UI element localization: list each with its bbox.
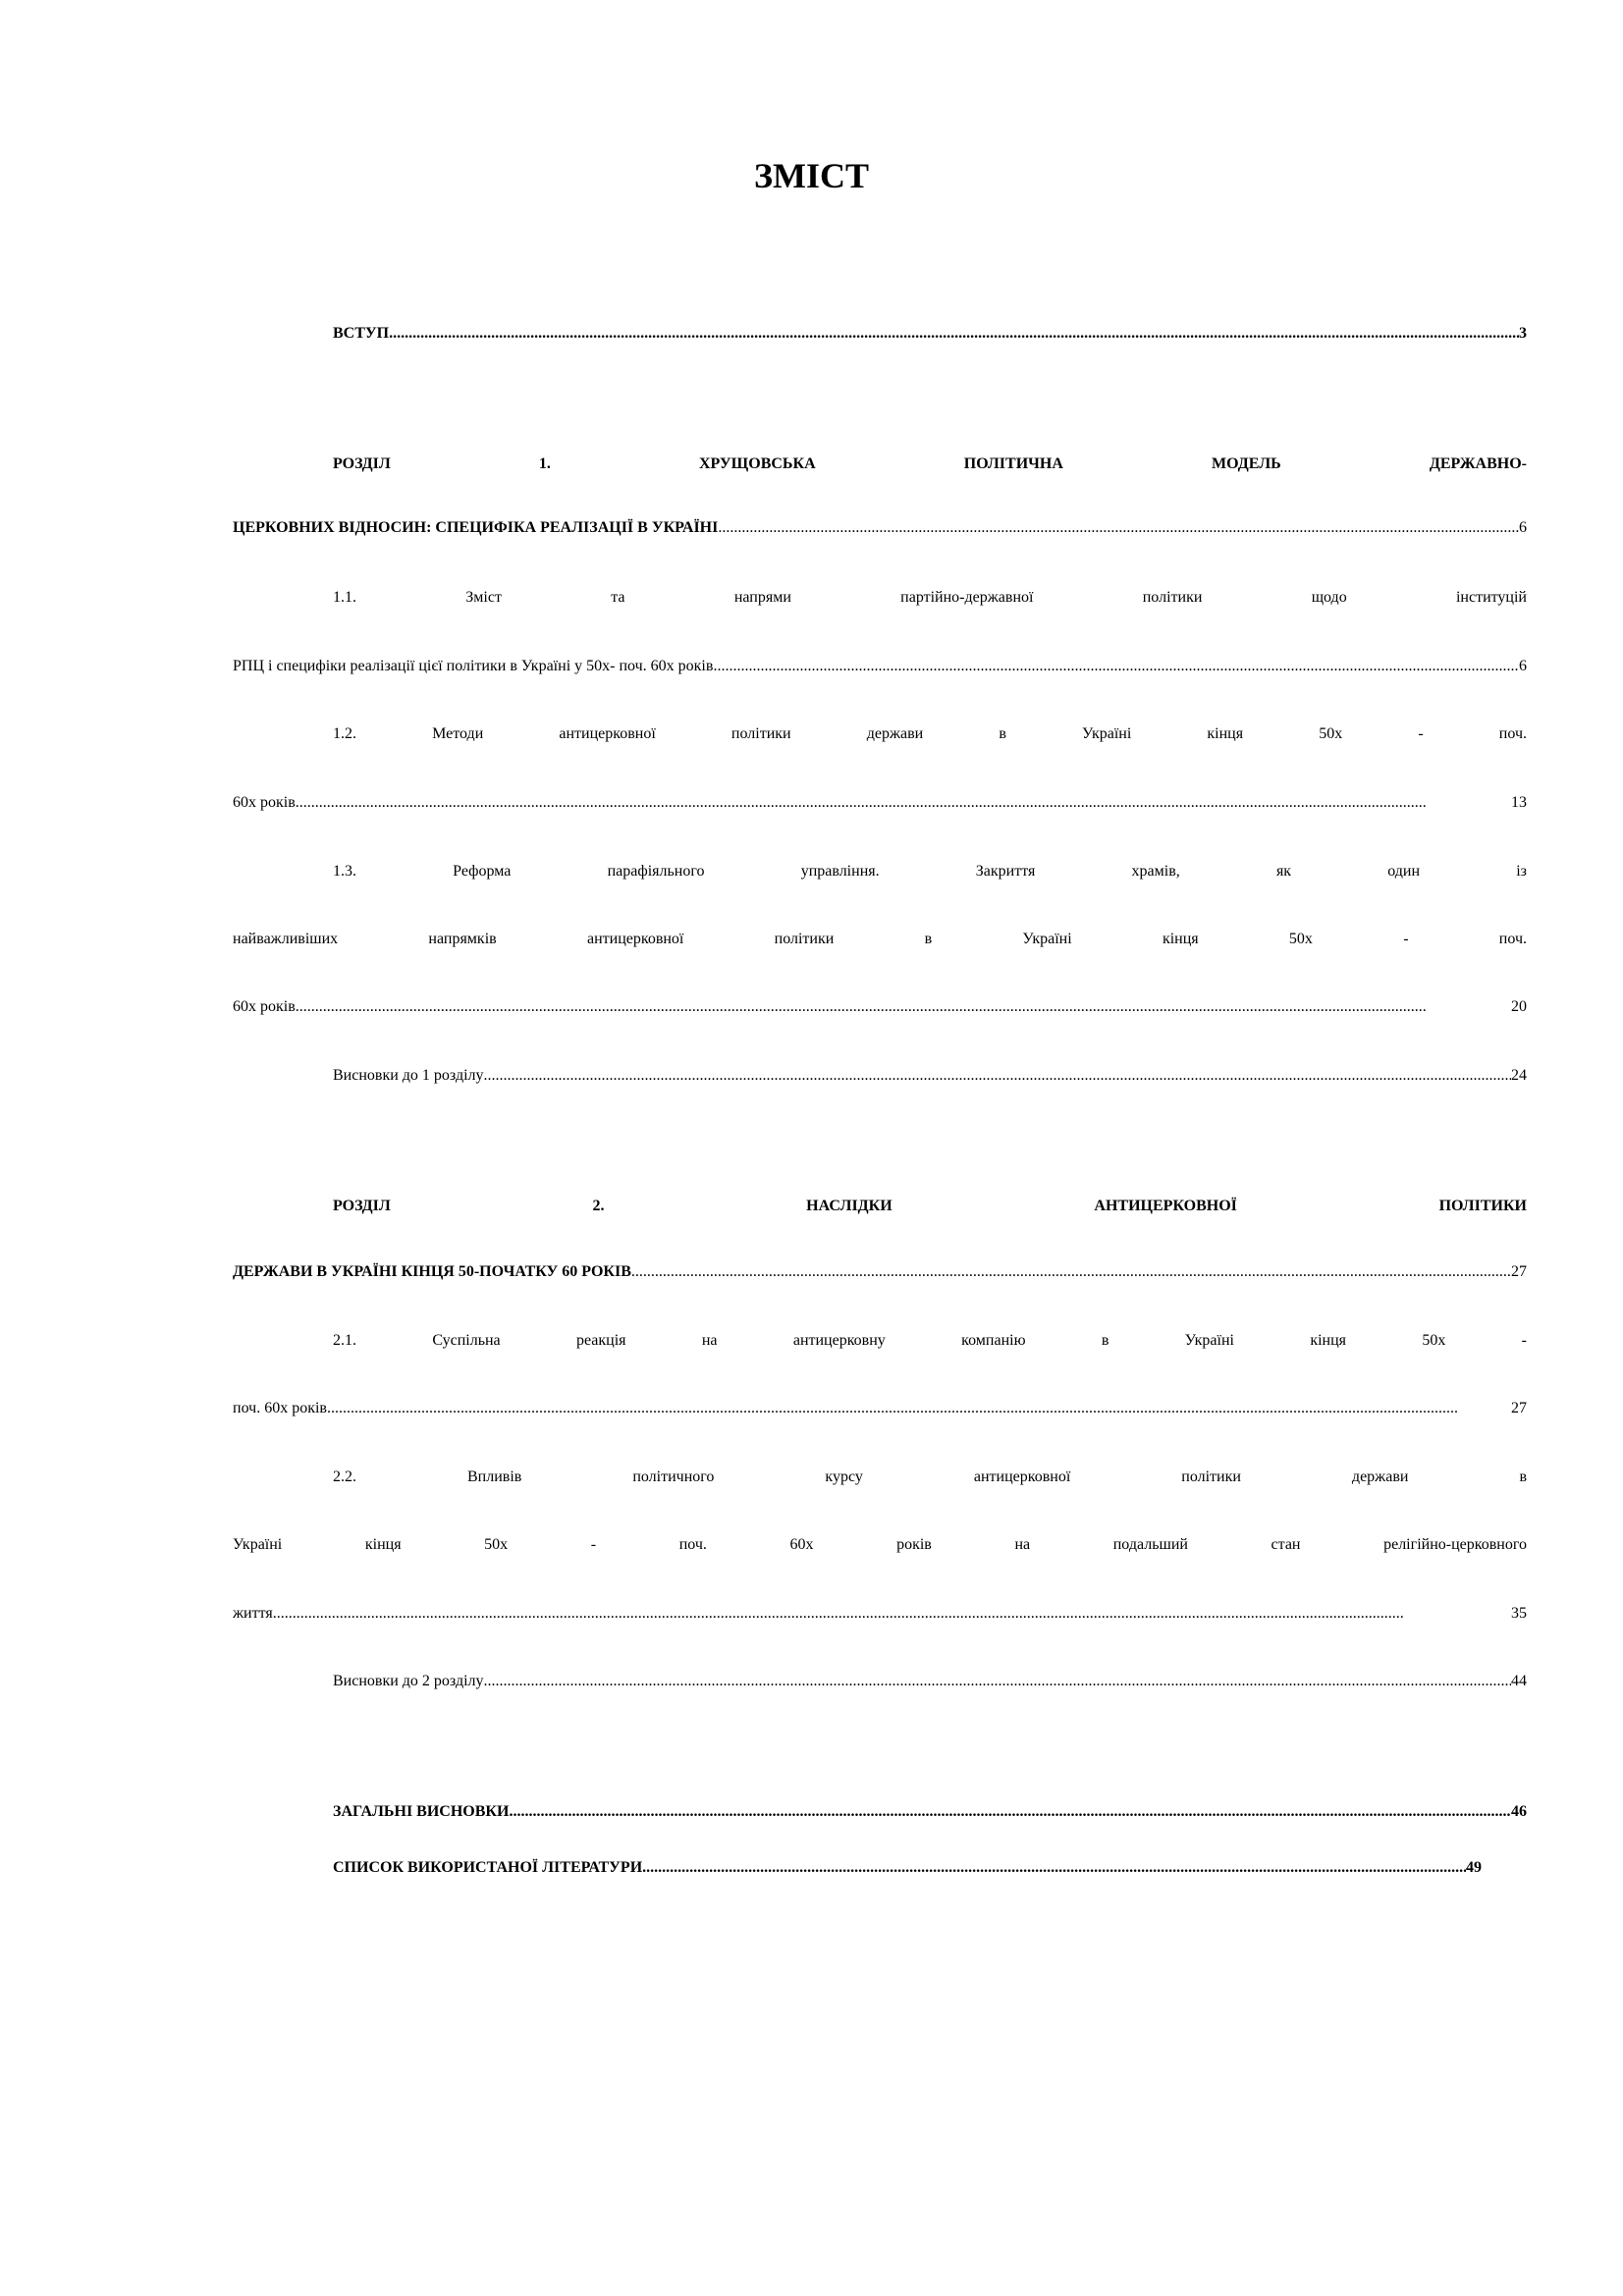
toc-entry-label: ВСТУП bbox=[333, 325, 390, 342]
toc-entry-label: поч. 60х років bbox=[233, 1400, 327, 1416]
toc-page-number: 6 bbox=[1519, 519, 1527, 536]
toc-entry-label: РПЦ і специфіки реалізації цієї політики в Україні у 50х- поч. 60х років bbox=[233, 658, 714, 674]
toc-entry-bibliography[interactable] bbox=[333, 1843, 1482, 1893]
toc-entry-label: життя bbox=[233, 1605, 273, 1622]
toc-conclusions-chapter1[interactable] bbox=[333, 1051, 1527, 1100]
toc-section-1-2-line2[interactable] bbox=[233, 778, 1527, 828]
toc-page-number: 6 bbox=[1519, 658, 1527, 674]
toc-entry-label: ЗАГАЛЬНІ ВИСНОВКИ bbox=[333, 1803, 510, 1820]
toc-chapter2-heading-line1[interactable]: РОЗДІЛ 2. НАСЛІДКИ АНТИЦЕРКОВНОЇ ПОЛІТИКИ bbox=[333, 1198, 1527, 1214]
dot-leader bbox=[296, 778, 1511, 828]
toc-chapter2-heading-line2[interactable] bbox=[233, 1248, 1527, 1297]
toc-entry-label: Висновки до 2 розділу bbox=[333, 1673, 484, 1689]
toc-section-1-3-line3[interactable] bbox=[233, 983, 1527, 1032]
toc-conclusions-chapter2[interactable] bbox=[333, 1657, 1527, 1706]
toc-chapter1-heading-line1[interactable]: РОЗДІЛ 1. ХРУЩОВСЬКА ПОЛІТИЧНА МОДЕЛЬ ДЕРЖАВНО- bbox=[333, 455, 1527, 472]
toc-chapter1-heading-line2[interactable] bbox=[233, 504, 1527, 553]
toc-entry-label: ДЕРЖАВИ В УКРАЇНІ КІНЦЯ 50-ПОЧАТКУ 60 РОКІВ bbox=[233, 1263, 631, 1280]
toc-section-1-2-line1[interactable]: 1.2. Методи антицерковної політики держави в Україні кінця 50х - поч. bbox=[333, 725, 1527, 742]
dot-leader bbox=[296, 983, 1511, 1032]
dot-leader bbox=[642, 1843, 1466, 1893]
toc-section-2-1-line2[interactable] bbox=[233, 1384, 1527, 1433]
toc-page-number: 35 bbox=[1511, 1605, 1527, 1622]
toc-entry-general-conclusions[interactable] bbox=[333, 1788, 1527, 1837]
toc-section-1-1-line2[interactable] bbox=[233, 642, 1527, 691]
toc-page-number: 27 bbox=[1511, 1263, 1527, 1280]
toc-section-1-1-line1[interactable]: 1.1. Зміст та напрями партійно-державної політики щодо інституцій bbox=[333, 589, 1527, 606]
toc-section-2-1-line1[interactable]: 2.1. Суспільна реакція на антицерковну компанію в Україні кінця 50х - bbox=[333, 1332, 1527, 1349]
toc-section-2-2-line3[interactable] bbox=[233, 1589, 1527, 1638]
dot-leader bbox=[389, 309, 1519, 358]
toc-entry-label: ЦЕРКОВНИХ ВІДНОСИН: СПЕЦИФІКА РЕАЛІЗАЦІЇ В УКРАЇНІ bbox=[233, 519, 719, 536]
toc-page-number: 24 bbox=[1511, 1067, 1527, 1084]
toc-page-number: 49 bbox=[1466, 1859, 1482, 1876]
dot-leader bbox=[327, 1384, 1511, 1433]
toc-entry-label: 60х років bbox=[233, 998, 296, 1015]
toc-page-number: 13 bbox=[1511, 794, 1527, 811]
dot-leader bbox=[509, 1788, 1511, 1837]
toc-page-number: 27 bbox=[1511, 1400, 1527, 1416]
toc-section-2-2-line1[interactable]: 2.2. Впливів політичного курсу антицерковної політики держави в bbox=[333, 1468, 1527, 1485]
toc-entry-intro[interactable] bbox=[333, 309, 1527, 358]
dot-leader bbox=[713, 642, 1519, 691]
dot-leader bbox=[273, 1589, 1511, 1638]
toc-page-number: 44 bbox=[1511, 1673, 1527, 1689]
page-title: ЗМІСТ bbox=[754, 156, 869, 195]
dot-leader bbox=[631, 1248, 1511, 1297]
toc-page-number: 3 bbox=[1519, 325, 1527, 342]
dot-leader bbox=[484, 1657, 1511, 1706]
toc-entry-label: 60х років bbox=[233, 794, 296, 811]
toc-section-2-2-line2[interactable]: Україні кінця 50х - поч. 60х років на подальший стан релігійно-церковного bbox=[233, 1536, 1527, 1553]
toc-entry-label: СПИСОК ВИКОРИСТАНОЇ ЛІТЕРАТУРИ bbox=[333, 1859, 643, 1876]
toc-page-number: 46 bbox=[1511, 1803, 1527, 1820]
dot-leader bbox=[484, 1051, 1511, 1100]
toc-entry-label: Висновки до 1 розділу bbox=[333, 1067, 484, 1084]
toc-section-1-3-line2[interactable]: найважливіших напрямків антицерковної політики в Україні кінця 50х - поч. bbox=[233, 931, 1527, 947]
dot-leader bbox=[718, 504, 1519, 553]
toc-page-number: 20 bbox=[1511, 998, 1527, 1015]
toc-section-1-3-line1[interactable]: 1.3. Реформа парафіяльного управління. Закриття храмів, як один із bbox=[333, 863, 1527, 880]
